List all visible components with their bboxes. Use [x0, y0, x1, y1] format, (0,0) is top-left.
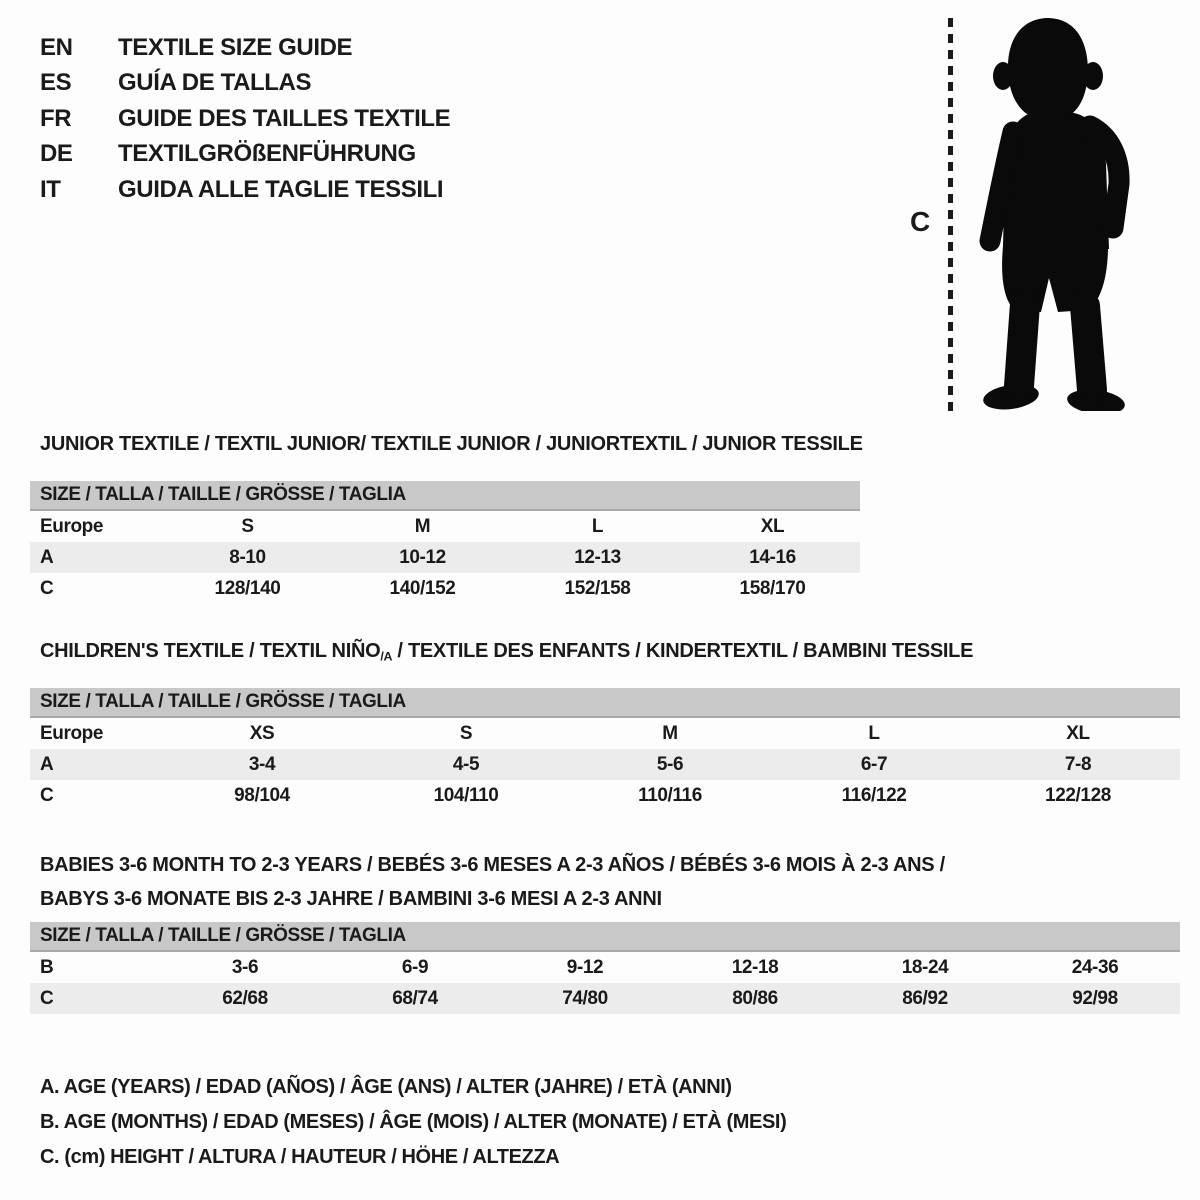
- babies-section-title: [40, 848, 945, 916]
- table-row-europe: [30, 718, 1180, 749]
- height-cell: 122/128: [1045, 784, 1111, 806]
- table-row-height: [30, 983, 1180, 1014]
- row-label: Europe: [40, 722, 104, 744]
- age-cell: 6-7: [860, 753, 888, 775]
- age-cell: 7-8: [1064, 753, 1092, 775]
- guide-title-it: GUIDA ALLE TAGLIE TESSILI: [118, 175, 444, 203]
- height-cell: 80/86: [732, 987, 778, 1009]
- guide-title-es: GUÍA DE TALLAS: [118, 69, 312, 97]
- guide-title-fr: GUIDE DES TAILLES TEXTILE: [118, 104, 451, 132]
- table-row-age: [30, 749, 1180, 780]
- note-age-months: B. AGE (MONTHS) / EDAD (MESES) / ÂGE (MOIS) / ALTER (MONATE) / ETÀ (MESI): [40, 1111, 787, 1133]
- row-label: C: [40, 784, 54, 806]
- age-cell: 5-6: [656, 753, 684, 775]
- height-dashed-line: [948, 18, 953, 416]
- table-row-europe: [30, 511, 860, 542]
- babies-title-line2: BABYS 3-6 MONATE BIS 2-3 JAHRE / BAMBINI 3-6 MESI A 2-3 ANNI: [40, 888, 662, 910]
- row-label: A: [40, 546, 54, 568]
- size-cell: S: [241, 515, 254, 537]
- row-label: Europe: [40, 515, 104, 537]
- children-section-title: [40, 640, 973, 663]
- age-cell: 24-36: [1071, 956, 1119, 978]
- language-row-it: [40, 172, 450, 208]
- height-cell: 74/80: [562, 987, 608, 1009]
- note-height-cm: C. (cm) HEIGHT / ALTURA / HAUTEUR / HÖHE / ALTEZZA: [40, 1146, 560, 1168]
- size-cell: M: [662, 722, 678, 744]
- height-cell: 116/122: [841, 784, 907, 806]
- height-cell: 140/152: [389, 577, 456, 599]
- table-row-height: [30, 780, 1180, 811]
- language-row-de: [40, 137, 450, 173]
- age-cell: 10-12: [399, 546, 446, 568]
- height-cell: 104/110: [433, 784, 499, 806]
- height-cell: 110/116: [638, 784, 702, 806]
- toddler-silhouette-icon: [973, 16, 1138, 411]
- language-code: IT: [40, 175, 61, 203]
- height-cell: 98/104: [234, 784, 290, 806]
- size-cell: XL: [1066, 722, 1090, 744]
- height-cell: 86/92: [902, 987, 948, 1009]
- size-cell: XS: [249, 722, 275, 744]
- children-title-sub: /A: [380, 649, 393, 664]
- language-code: EN: [40, 33, 73, 61]
- legend-notes: [40, 1070, 786, 1175]
- guide-title-en: TEXTILE SIZE GUIDE: [118, 33, 353, 61]
- language-code: FR: [40, 104, 72, 132]
- language-title-block: [40, 30, 450, 208]
- height-cell: 68/74: [392, 987, 438, 1009]
- age-cell: 3-6: [231, 956, 259, 978]
- height-cell: 158/170: [739, 577, 806, 599]
- language-row-fr: [40, 101, 450, 137]
- children-size-table: [30, 688, 1180, 811]
- size-cell: M: [414, 515, 431, 537]
- row-label: A: [40, 753, 54, 775]
- language-row-en: [40, 30, 450, 66]
- size-header-bar: SIZE / TALLA / TAILLE / GRÖSSE / TAGLIA: [30, 481, 860, 511]
- age-cell: 8-10: [229, 546, 266, 568]
- height-cell: 152/158: [564, 577, 631, 599]
- age-cell: 3-4: [248, 753, 276, 775]
- height-cell: 92/98: [1072, 987, 1118, 1009]
- babies-size-table: [30, 922, 1180, 1014]
- language-code: DE: [40, 140, 73, 168]
- age-cell: 14-16: [749, 546, 796, 568]
- guide-title-de: TEXTILGRÖßENFÜHRUNG: [118, 140, 416, 168]
- size-header-bar: SIZE / TALLA / TAILLE / GRÖSSE / TAGLIA: [30, 688, 1180, 718]
- junior-section-title: JUNIOR TEXTILE / TEXTIL JUNIOR/ TEXTILE JUNIOR / JUNIORTEXTIL / JUNIOR TESSILE: [40, 433, 863, 455]
- height-cell: 62/68: [222, 987, 268, 1009]
- row-label: B: [40, 956, 54, 978]
- children-title-post: / TEXTILE DES ENFANTS / KINDERTEXTIL / BAMBINI TESSILE: [392, 640, 974, 662]
- size-header-bar: SIZE / TALLA / TAILLE / GRÖSSE / TAGLIA: [30, 922, 1180, 952]
- children-title-pre: CHILDREN'S TEXTILE / TEXTIL NIÑO: [40, 640, 381, 662]
- note-age-years: A. AGE (YEARS) / EDAD (AÑOS) / ÂGE (ANS) / ALTER (JAHRE) / ETÀ (ANNI): [40, 1076, 732, 1098]
- size-cell: L: [868, 722, 880, 744]
- age-cell: 12-13: [574, 546, 621, 568]
- language-row-es: [40, 66, 450, 102]
- size-cell: S: [459, 722, 473, 744]
- table-row-height: [30, 573, 860, 604]
- age-cell: 12-18: [731, 956, 779, 978]
- height-cell: 128/140: [214, 577, 281, 599]
- table-row-age: [30, 542, 860, 573]
- age-cell: 6-9: [401, 956, 429, 978]
- age-cell: 18-24: [901, 956, 949, 978]
- language-code: ES: [40, 69, 72, 97]
- size-cell: L: [591, 515, 604, 537]
- row-label: C: [40, 577, 54, 599]
- table-row-age-months: [30, 952, 1180, 983]
- junior-size-table: [30, 481, 860, 604]
- row-label: C: [40, 987, 54, 1009]
- babies-title-line1: BABIES 3-6 MONTH TO 2-3 YEARS / BEBÉS 3-6 MESES A 2-3 AÑOS / BÉBÉS 3-6 MOIS À 2-3 ANS /: [40, 854, 945, 876]
- size-cell: XL: [760, 515, 785, 537]
- age-cell: 9-12: [566, 956, 604, 978]
- age-cell: 4-5: [452, 753, 480, 775]
- height-measure-label: C: [910, 206, 930, 237]
